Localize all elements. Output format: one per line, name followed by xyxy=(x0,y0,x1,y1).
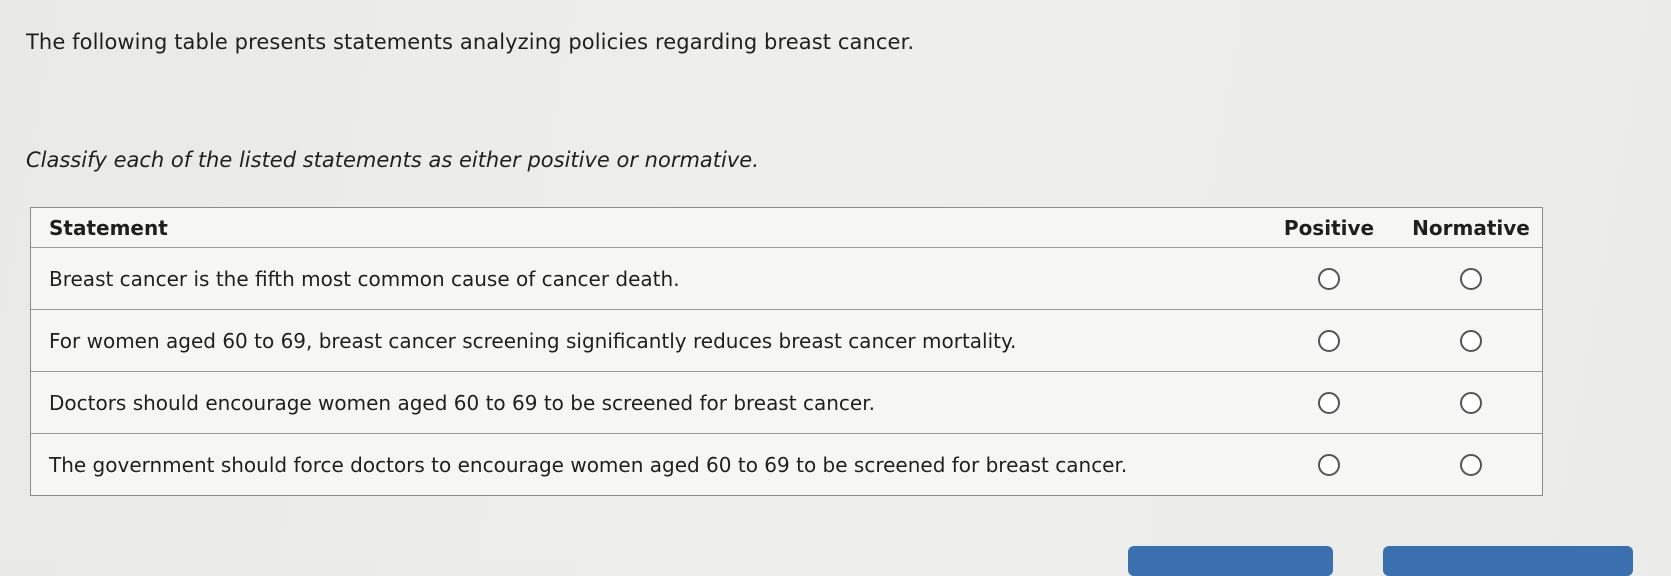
normative-cell xyxy=(1400,392,1542,414)
header-statement: Statement xyxy=(49,215,168,240)
statement-text: Breast cancer is the fifth most common cause of cancer death. xyxy=(49,266,680,291)
action-button-right[interactable] xyxy=(1383,546,1633,576)
header-positive: Positive xyxy=(1283,215,1375,240)
statement-text: The government should force doctors to encourage women aged 60 to 69 to be screened for breast cancer. xyxy=(49,452,1128,477)
positive-cell xyxy=(1258,454,1400,476)
positive-radio[interactable] xyxy=(1318,392,1340,414)
normative-radio[interactable] xyxy=(1460,268,1482,290)
normative-cell xyxy=(1400,330,1542,352)
instruction-text: Classify each of the listed statements as either positive or normative. xyxy=(26,148,759,172)
statement-text: Doctors should encourage women aged 60 to 69 to be screened for breast cancer. xyxy=(49,390,875,415)
header-normative: Normative xyxy=(1412,215,1530,240)
normative-cell xyxy=(1400,454,1542,476)
normative-radio[interactable] xyxy=(1460,330,1482,352)
normative-radio[interactable] xyxy=(1460,454,1482,476)
classification-table xyxy=(30,207,1543,496)
table-row xyxy=(31,247,1542,309)
normative-radio[interactable] xyxy=(1460,392,1482,414)
positive-cell xyxy=(1258,392,1400,414)
table-header-row xyxy=(31,208,1542,247)
table-row xyxy=(31,433,1542,495)
table-row xyxy=(31,309,1542,371)
intro-text: The following table presents statements analyzing policies regarding breast cancer. xyxy=(26,30,915,54)
positive-cell xyxy=(1258,330,1400,352)
normative-cell xyxy=(1400,268,1542,290)
positive-radio[interactable] xyxy=(1318,330,1340,352)
positive-cell xyxy=(1258,268,1400,290)
statement-text: For women aged 60 to 69, breast cancer screening significantly reduces breast cancer mortality. xyxy=(49,328,1017,353)
positive-radio[interactable] xyxy=(1318,454,1340,476)
positive-radio[interactable] xyxy=(1318,268,1340,290)
table-row xyxy=(31,371,1542,433)
action-button-left[interactable] xyxy=(1128,546,1333,576)
